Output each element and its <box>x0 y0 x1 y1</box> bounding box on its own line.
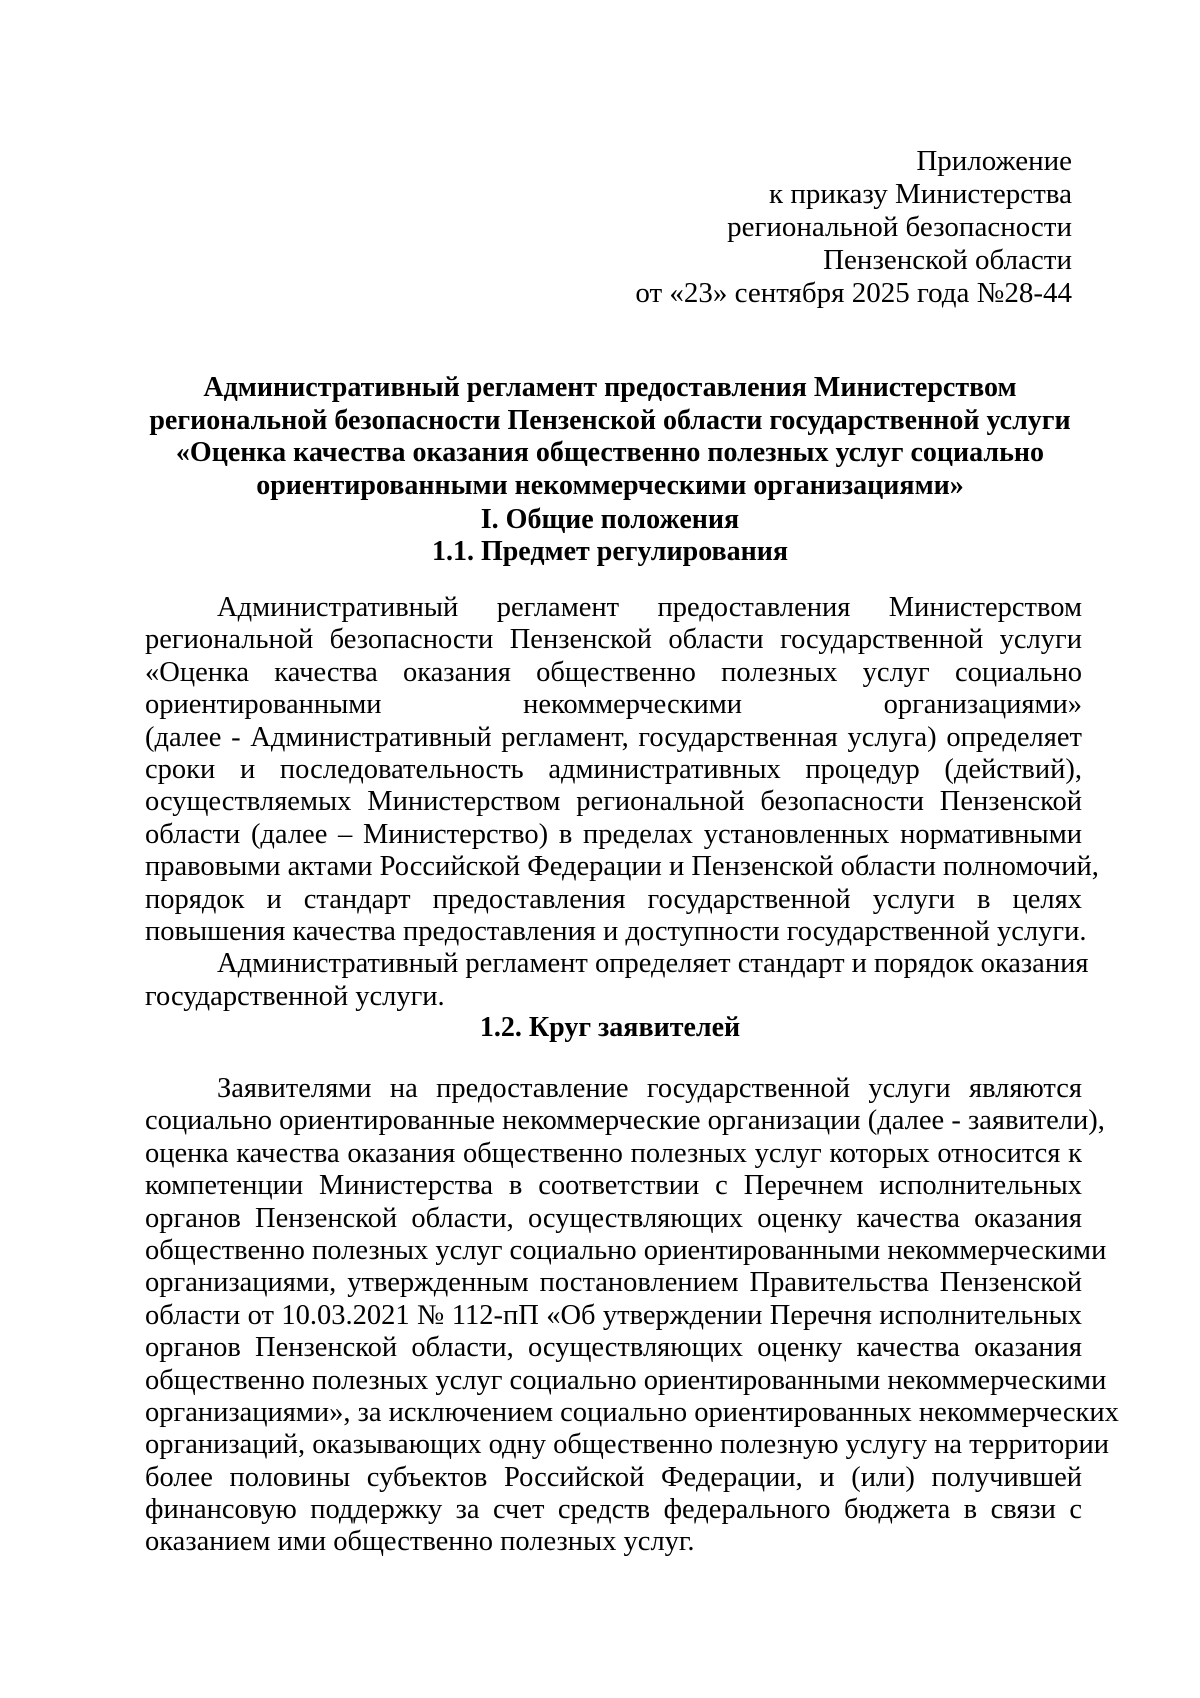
approval-line: региональной безопасности <box>727 211 1072 243</box>
approval-date-number: от «23» сентября 2025 года №28-44 <box>635 277 1072 309</box>
text-line: повышения качества предоставления и доступности государственной услуги. <box>145 915 1087 947</box>
text-line <box>145 689 1082 721</box>
title-line: «Оценка качества оказания общественно полезных услуг социально <box>175 437 1045 468</box>
text-line: общественно полезных услуг социально ориентированными некоммерческими <box>145 1364 1107 1396</box>
approval-line: Пензенской области <box>823 244 1072 276</box>
text-line: региональной безопасности Пензенской области государственной услуги <box>145 624 1082 656</box>
section-heading: I. Общие положения <box>480 504 740 535</box>
text-line: организаций, оказывающих одну общественно полезную услугу на территории <box>145 1429 1110 1461</box>
text-line: порядок и стандарт предоставления государственной услуги в целях <box>145 883 1082 915</box>
text-word: ориентированными <box>145 689 382 721</box>
text-line: правовыми актами Российской Федерации и Пензенской области полномочий, <box>145 851 1099 883</box>
text-line: социально ориентированные некоммерческие организации (далее - заявители), <box>145 1105 1105 1137</box>
title-line: Административный регламент предоставления Министерством <box>203 372 1017 403</box>
paragraph-applicants <box>145 1073 1119 1559</box>
text-line: финансовую поддержку за счет средств федерального бюджета в связи с <box>145 1494 1082 1526</box>
text-line: органов Пензенской области, осуществляющих оценку качества оказания <box>145 1332 1082 1364</box>
subsection-heading: 1.1. Предмет регулирования <box>431 536 789 567</box>
subsection-heading: 1.2. Круг заявителей <box>479 1012 741 1043</box>
text-line: (далее - Административный регламент, государственная услуга) определяет <box>145 721 1082 753</box>
text-line: оказанием ими общественно полезных услуг. <box>145 1526 695 1558</box>
paragraph-subject <box>145 592 1099 1013</box>
text-line: области от 10.03.2021 № 112-пП «Об утверждении Перечня исполнительных <box>145 1299 1082 1331</box>
text-line: Заявителями на предоставление государственной услуги являются <box>217 1073 1082 1104</box>
text-line: организациями, утвержденным постановлением Правительства Пензенской <box>145 1267 1082 1299</box>
text-line: общественно полезных услуг социально ориентированными некоммерческими <box>145 1234 1107 1266</box>
text-line: Административный регламент определяет стандарт и порядок оказания <box>217 948 1089 980</box>
text-line: органов Пензенской области, осуществляющих оценку качества оказания <box>145 1202 1082 1234</box>
title-line: ориентированными некоммерческими организациями» <box>256 469 964 501</box>
text-line: компетенции Министерства в соответствии с Перечнем исполнительных <box>145 1170 1082 1202</box>
text-word: некоммерческими <box>523 689 743 721</box>
document-title <box>140 372 1080 502</box>
text-line: области (далее – Министерство) в пределах установленных нормативными <box>145 818 1082 850</box>
text-word: организациями» <box>883 689 1082 721</box>
text-line: государственной услуги. <box>145 980 445 1012</box>
title-line: региональной безопасности Пензенской области государственной услуги <box>149 404 1071 436</box>
approval-line: к приказу Министерства <box>769 178 1072 210</box>
text-line: организациями», за исключением социально ориентированных некоммерческих <box>145 1396 1119 1428</box>
text-line: осуществляемых Министерством региональной безопасности Пензенской <box>145 786 1082 818</box>
approval-stamp-block <box>635 145 1072 310</box>
text-line: Административный регламент предоставления Министерством <box>217 592 1082 623</box>
text-line: более половины субъектов Российской Федерации, и (или) получившей <box>145 1461 1082 1493</box>
text-line: оценка качества оказания общественно полезных услуг которых относится к <box>145 1137 1082 1169</box>
approval-line: Приложение <box>916 145 1072 177</box>
text-line: сроки и последовательность административных процедур (действий), <box>145 753 1082 785</box>
text-line: «Оценка качества оказания общественно полезных услуг социально <box>145 656 1082 688</box>
